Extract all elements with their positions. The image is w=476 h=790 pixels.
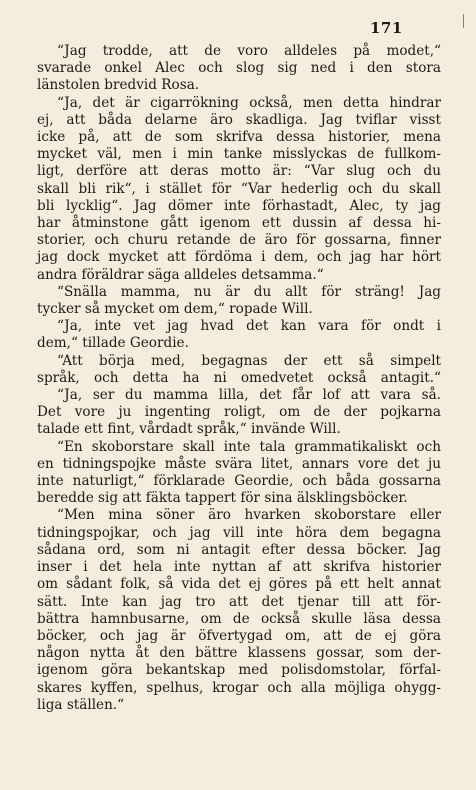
text-line: tidningspojkar, och jag vill inte höra dem begagna	[37, 524, 441, 541]
text-line: “Ja, det är cigarrökning också, men detta hindrar	[57, 94, 441, 111]
text-line: bättra hamnbusarne, om de också skulle läsa dessa	[37, 610, 441, 627]
text-line: någon nytta åt den bättre klassens gossar, som der-	[37, 645, 441, 662]
text-line: ligt, derföre att deras motto är: “Var slug och du	[37, 163, 441, 180]
text-line: en tidningspojke måste svära litet, annars vore det ju	[37, 455, 441, 472]
text-line: om sådant folk, så vida det ej göres på ett helt annat	[37, 576, 441, 593]
text-line: mycket väl, men i min tanke misslyckas de fullkom-	[37, 146, 441, 163]
text-line: dem,“ tillade Geordie.	[37, 335, 189, 352]
body-text	[37, 43, 441, 714]
text-line: “Att börja med, begagnas der ett så simpelt	[57, 352, 441, 369]
page-number: 171	[370, 19, 403, 37]
text-line: böcker, och jag är öfvertygad om, att de ej göra	[37, 627, 441, 644]
text-line: jag dock mycket att fördöma i dem, och jag har hört	[37, 249, 441, 266]
text-line: beredde sig att fäkta tappert för sina älsklingsböcker.	[37, 490, 408, 507]
text-line: andra föräldrar säga alldeles detsamma.“	[37, 266, 324, 283]
text-line: inser i det hela inte nyttan af att skrifva historier	[37, 559, 441, 576]
text-line: talade ett fint, vårdadt språk,“ invände Will.	[37, 421, 341, 438]
text-line: “Ja, ser du mamma lilla, det får lof att vara så.	[57, 387, 441, 404]
text-line: “Ja, inte vet jag hvad det kan vara för ondt i	[57, 318, 441, 335]
text-line: länstolen bredvid Rosa.	[37, 77, 200, 94]
text-line: skares kyffen, spelhus, krogar och alla möjliga ohygg-	[37, 679, 441, 696]
text-line: liga ställen.“	[37, 696, 125, 713]
text-line: “Jag trodde, att de voro alldeles på modet,“	[57, 43, 441, 59]
text-line: har åtminstone gått igenom ett dussin af dessa hi-	[37, 215, 441, 232]
text-line: svarade onkel Alec och slog sig ned i den stora	[37, 60, 441, 77]
text-line: skall bli rik“, i stället för “Var hederlig och du skall	[37, 180, 441, 197]
text-line: “Men mina söner äro hvarken skoborstare eller	[57, 507, 441, 524]
text-line: igenom göra bekantskap med polisdomstolar, förfal-	[37, 662, 441, 679]
margin-mark	[463, 14, 464, 28]
text-line: storier, och churu retande de äro för gossarna, finner	[37, 232, 441, 249]
text-line: inte naturligt,“ förklarade Geordie, och båda gossarna	[37, 473, 441, 490]
text-line: Det vore ju ingenting roligt, om de der pojkarna	[37, 404, 441, 421]
text-line: sådana ord, som ni antagit efter dessa böcker. Jag	[37, 541, 441, 558]
text-line: “En skoborstare skall inte tala grammatikaliskt och	[57, 438, 441, 455]
text-line: “Snälla mamma, nu är du allt för sträng! Jag	[57, 283, 441, 300]
text-line: ej, att båda delarne äro skadliga. Jag tviflar visst	[37, 111, 441, 128]
text-line: tycker så mycket om dem,“ ropade Will.	[37, 301, 313, 318]
text-line: sätt. Inte kan jag tro att det tjenar till att för-	[37, 593, 441, 610]
text-line: icke på, att de som skrifva dessa historier, mena	[37, 129, 441, 146]
text-line: språk, och detta ha ni omedvetet också antagit.“	[37, 369, 441, 386]
text-line: bli lycklig“. Jag dömer inte förhastadt, Alec, ty jag	[37, 197, 441, 214]
